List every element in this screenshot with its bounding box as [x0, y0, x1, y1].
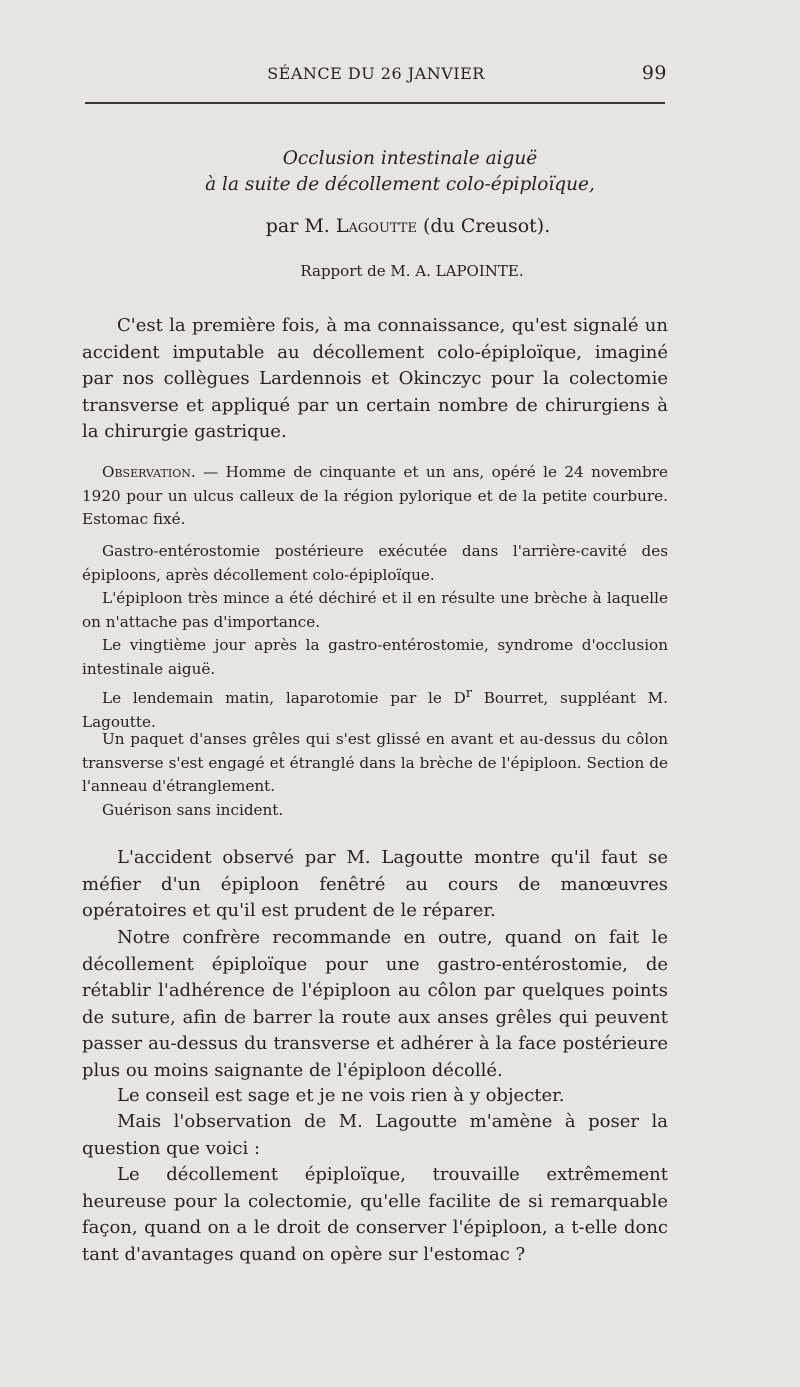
discussion-paragraph: Le conseil est sage et je ne vois rien à y objecter.	[117, 1085, 565, 1106]
observation-paragraph	[82, 461, 668, 532]
observation-paragraph: Guérison sans incident.	[102, 801, 284, 819]
observation-paragraph: Gastro-entérostomie postérieure exécutée dans l'arrière-cavité des épiploons, après décollement colo-épiploïque.	[82, 542, 668, 584]
byline-prefix: par M.	[265, 215, 330, 237]
superscript: r	[465, 685, 472, 700]
page-number: 99	[641, 62, 667, 84]
observation-label: Observation.	[102, 463, 196, 481]
article-title-line-2: à la suite de décollement colo-épiploïque,	[205, 174, 595, 195]
discussion-paragraph: Le décollement épiploïque, trouvaille extrêmement heureuse pour la colectomie, qu'elle facilite de si remarquable façon, quand on a le droit de conserver l'épiploon, a t-elle donc tant d'avantages quand on opère sur l'estomac ?	[82, 1164, 668, 1265]
observation-paragraph	[82, 681, 668, 734]
report-line: Rapport de M. A. LAPOINTE.	[300, 262, 524, 280]
observation-paragraph: Le vingtième jour après la gastro-entérostomie, syndrome d'occlusion intestinale aiguë.	[82, 636, 668, 678]
discussion-paragraph: Mais l'observation de M. Lagoutte m'amène à poser la question que voici :	[82, 1111, 668, 1159]
header-rule	[85, 102, 665, 104]
observation-text: Le lendemain matin, laparotomie par le D	[102, 689, 466, 708]
observation-paragraph: Un paquet d'anses grêles qui s'est glissé en avant et au-dessus du côlon transverse s'est engagé et étranglé dans la brèche de l'épiploon. Section de l'anneau d'étranglement.	[82, 730, 668, 796]
observation-text: Bourret, suppléant M. Lagoutte.	[82, 689, 668, 731]
discussion-paragraph: L'accident observé par M. Lagoutte montre qu'il faut se méfier d'un épiploon fenêtré au cours de manœuvres opératoires et qu'il est prudent de le réparer.	[82, 847, 668, 922]
observation-paragraph: L'épiploon très mince a été déchiré et il en résulte une brèche à laquelle on n'attache pas d'importance.	[82, 589, 668, 631]
byline	[0, 215, 800, 237]
discussion-paragraph: Notre confrère recommande en outre, quand on fait le décollement épiploïque pour une gastro-entérostomie, de rétablir l'adhérence de l'épiploon au côlon par quelques points de suture, afin de barrer la route aux anses grêles qui peuvent passer au-dessus du transverse et adhérer à la face postérieure plus ou moins saignante de l'épiploon décollé.	[82, 927, 668, 1081]
article-title-line-1: Occlusion intestinale aiguë	[282, 148, 538, 169]
observation-text: — Homme de cinquante et un ans, opéré le 24 novembre 1920 pour un ulcus calleux de la région pylorique et de la petite courbure. Estomac fixé.	[82, 463, 668, 529]
author-place: (du Creusot).	[423, 215, 551, 237]
page-header	[85, 60, 667, 90]
author-name: Lagoutte	[335, 215, 417, 237]
running-title: SÉANCE DU 26 JANVIER	[267, 64, 485, 83]
intro-paragraph: C'est la première fois, à ma connaissance, qu'est signalé un accident imputable au décollement colo-épiploïque, imaginé par nos collègues Lardennois et Okinczyc pour la colectomie transverse et appliqué par un certain nombre de chirurgiens à la chirurgie gastrique.	[82, 315, 668, 443]
